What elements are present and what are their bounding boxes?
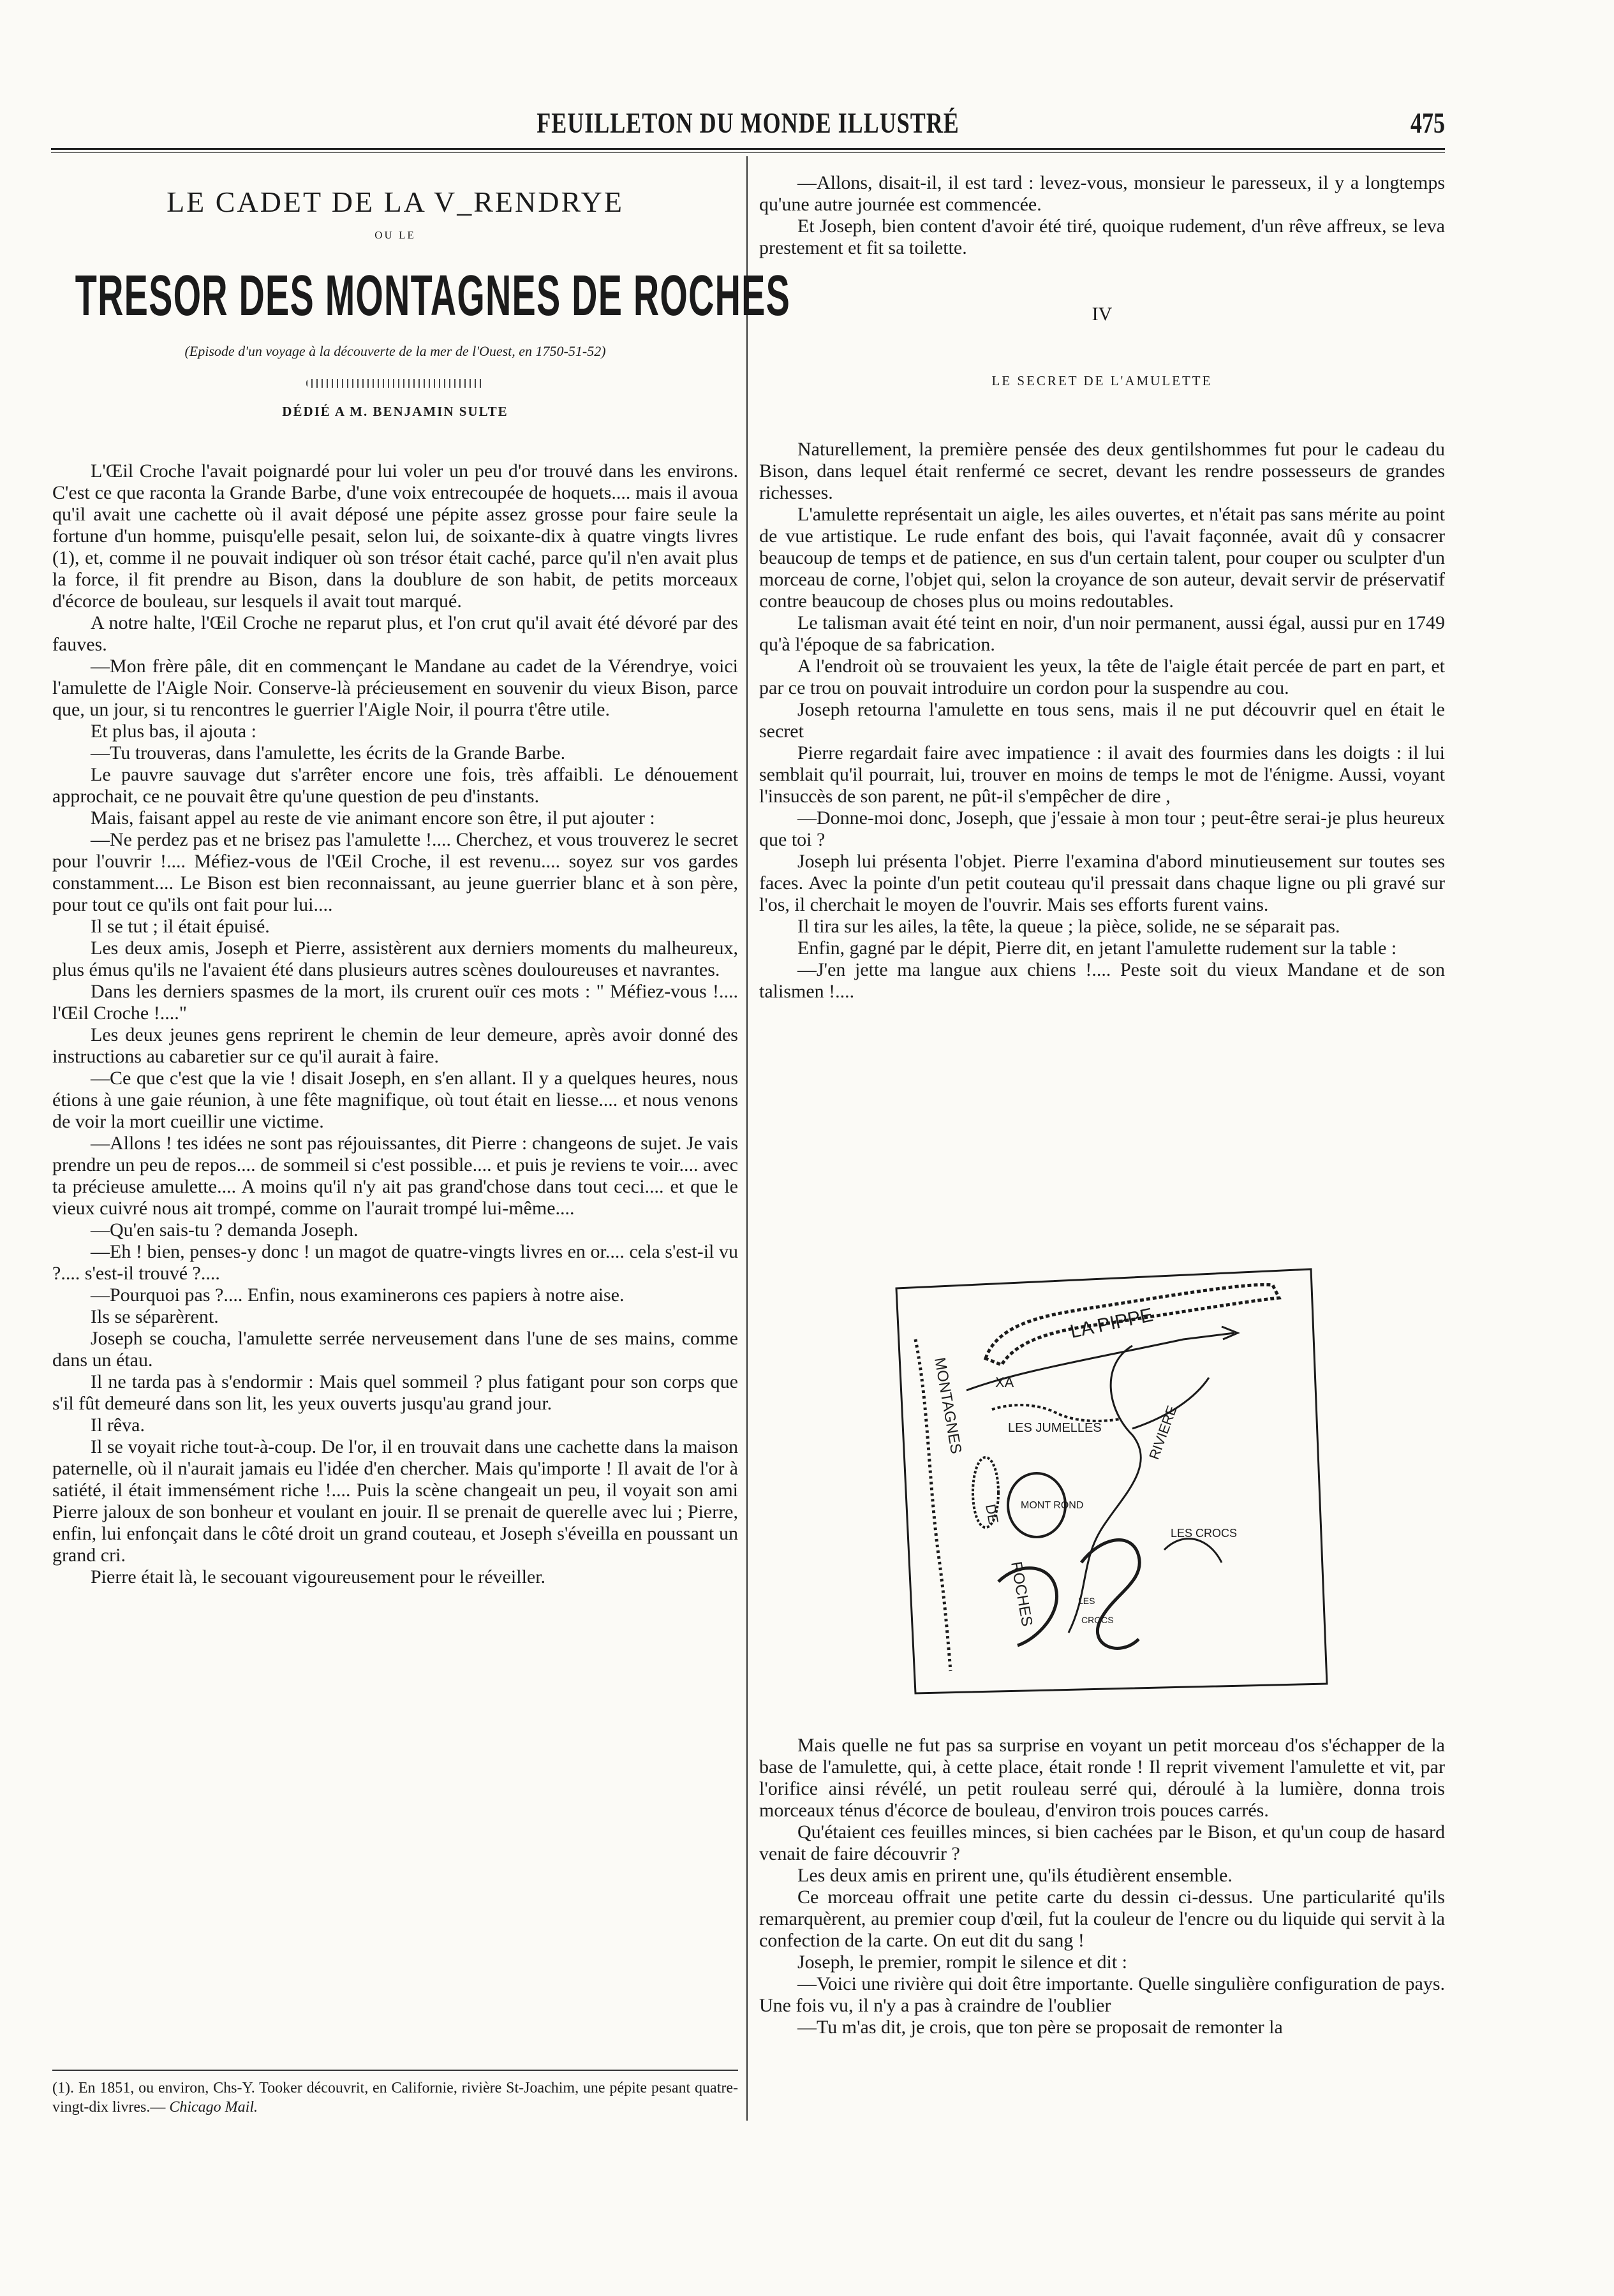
- paragraph: —Allons, disait-il, il est tard : levez-vous, monsieur le paresseux, il y a longtemps qu'une autre journée est commencée.: [759, 172, 1445, 215]
- map-label-roches: ROCHES: [1007, 1560, 1036, 1628]
- paragraph: —Pourquoi pas ?.... Enfin, nous examinerons ces papiers à notre aise.: [91, 1284, 625, 1306]
- paragraph: Les deux jeunes gens reprirent le chemin de leur demeure, après avoir donné des instructions au cabaretier sur ce qu'il aurait à faire.: [52, 1024, 738, 1067]
- map-illustration: [890, 1263, 1330, 1696]
- paragraph: Les deux amis en prirent une, qu'ils étudièrent ensemble.: [797, 1865, 1233, 1886]
- map-label-montagnes: MONTAGNES: [931, 1356, 965, 1455]
- paragraph: L'Œil Croche l'avait poignardé pour lui voler un peu d'or trouvé dans les environs. C'est ce que raconta la Grande Barbe, d'une voix entrecoupée de hoquets.... mais il avoua qu'il avait une cachette où il avait déposé une pépite assez grosse pour faire seule la fortune d'un homme, puisqu'elle pesait, selon lui, de soixante-dix à quatre vingts livres (1), et, comme il ne pouvait indiquer où son trésor était caché, parce qu'il n'en avait plus la force, il fit prendre au Bison, dans la doublure de son habit, de petits morceaux d'écorce de bouleau, sur lesquels il avait tout marqué.: [52, 460, 738, 612]
- paragraph: —Tu trouveras, dans l'amulette, les écrits de la Grande Barbe.: [91, 742, 566, 763]
- footnote: [52, 2070, 738, 2117]
- right-bottom-text: [759, 1735, 1445, 2038]
- paragraph: —Voici une rivière qui doit être importante. Quelle singulière configuration de pays. Une fois vu, il n'y a pas à craindre de l'oublier: [759, 1973, 1445, 2016]
- map-label-pipe: LA PIPPE: [1068, 1304, 1155, 1343]
- paragraph: Joseph retourna l'amulette en tous sens, mais il ne put découvrir quel en était le secret: [759, 699, 1445, 742]
- paragraph: Pierre regardait faire avec impatience : il avait des fourmies dans les doigts : il lui semblait qu'il pourrait, lui, trouver en moins de temps le mot de l'énigme. Aussi, voyant l'insuccès de son parent, ne pût-il s'empêcher de dire ,: [759, 742, 1445, 807]
- paragraph: Dans les derniers spasmes de la mort, ils crurent ouïr ces mots : " Méfiez-vous !.... l'Œil Croche !....": [52, 981, 738, 1024]
- paragraph: Naturellement, la première pensée des deux gentilshommes fut pour le cadeau du Bison, dans lequel était renfermé ce secret, devant les rendre possesseurs de grandes richesses.: [759, 439, 1445, 503]
- story-subtitle-ou-le: OU LE: [374, 229, 416, 241]
- paragraph: Enfin, gagné par le dépit, Pierre dit, en jetant l'amulette rudement sur la table :: [797, 938, 1397, 959]
- paragraph: —Allons ! tes idées ne sont pas réjouissantes, dit Pierre : changeons de sujet. Je vais prendre un peu de repos.... de sommeil si c'est possible.... et puis je reviens te voir.... avec ta précieuse amulette.... A moins qu'il n'y ait pas grand'chose dans tout ceci.... et que le vieux cuivré nous ait trompé, comme on l'aurait trompé lui-même....: [52, 1133, 738, 1219]
- story-episode: (Episode d'un voyage à la découverte de la mer de l'Ouest, en 1750-51-52): [184, 343, 606, 359]
- paragraph: —Qu'en sais-tu ? demanda Joseph.: [91, 1219, 359, 1240]
- paragraph: —Donne-moi donc, Joseph, que j'essaie à mon tour ; peut-être serai-je plus heureux que toi ?: [759, 807, 1445, 850]
- paragraph: Il se voyait riche tout-à-coup. De l'or, il en trouvait dans une cachette dans la maison paternelle, où il n'aurait jamais eu l'idée d'en chercher. Mais qu'importe ! Il avait de l'or à satiété, il était immensément riche !.... Puis la scène changeait un peu, il voyait son ami Pierre jaloux de son bonheur et voulant en jouir. Il se prenait de querelle avec lui ; Pierre, enfin, lui enfonçait dans le côté droit un grand couteau, et Joseph s'éveilla en poussant un grand cri.: [52, 1436, 738, 1566]
- map-label-riviere: RIVIERE: [1146, 1403, 1180, 1462]
- paragraph: —J'en jette ma langue aux chiens !.... Peste soit du vieux Mandane et de son talismen !....: [759, 959, 1445, 1002]
- paragraph: Le talisman avait été teint en noir, d'un noir permanent, aussi égal, aussi pur en 1749 qu'à l'époque de sa fabrication.: [759, 612, 1445, 655]
- paragraph: Ce morceau offrait une petite carte du dessin ci-dessus. Une particularité qu'ils remarquèrent, au premier coup d'œil, fut la couleur de l'encre ou du liquide qui servit à la confection de la carte. On eut dit du sang !: [759, 1887, 1445, 1951]
- map-label-crocs-2: CROCS: [1081, 1615, 1114, 1625]
- page-number: 475: [1410, 107, 1445, 139]
- map-label-jumelles: LES JUMELLES: [1008, 1421, 1102, 1435]
- map-label-de: DE: [982, 1503, 1002, 1525]
- paragraph: —Eh ! bien, penses-y donc ! un magot de quatre-vingts livres en or.... cela s'est-il vu ?.... s'est-il trouvé ?....: [52, 1241, 738, 1284]
- paragraph: A l'endroit où se trouvaient les yeux, la tête de l'aigle était percée de part en part, et par ce trou on pouvait introduire un cordon pour la suspendre au cou.: [759, 656, 1445, 698]
- paragraph: —Ce que c'est que la vie ! disait Joseph, en s'en allant. Il y a quelques heures, nous étions à une gaie réunion, à une fête magnifique, où tout était en liesse.... et nous venons de voir la mort cueillir une victime.: [52, 1068, 738, 1132]
- dedication: DÉDIÉ A M. BENJAMIN SULTE: [282, 404, 508, 419]
- map-drawing: [890, 1263, 1330, 1696]
- left-column: [52, 172, 791, 1588]
- left-body-text: [52, 460, 738, 1588]
- page-header: [51, 96, 1445, 153]
- running-title: FEUILLETON DU MONDE ILLUSTRÉ: [537, 107, 959, 139]
- header-rule: [51, 148, 1445, 153]
- map-label-xa: XA: [995, 1374, 1014, 1390]
- map-label-crocs: LES CROCS: [1171, 1527, 1238, 1540]
- paragraph: —Mon frère pâle, dit en commençant le Mandane au cadet de la Vérendrye, voici l'amulette de l'Aigle Noir. Conserve-là précieusement en souvenir du vieux Bison, parce que, un jour, si tu rencontres le guerrier l'Aigle Noir, il pourra t'être utile.: [52, 656, 738, 720]
- right-bottom-paragraphs: [759, 1735, 1445, 2038]
- paragraph: A notre halte, l'Œil Croche ne reparut plus, et l'on crut qu'il avait été dévoré par des fauves.: [52, 612, 738, 655]
- paragraph: Et plus bas, il ajouta :: [91, 721, 256, 742]
- map-label-les: LES: [1078, 1596, 1095, 1606]
- column-separator: [746, 156, 748, 2121]
- right-top-text: [759, 172, 1445, 259]
- map-label-mont-rond: MONT ROND: [1021, 1500, 1084, 1511]
- paragraph: Il tira sur les ailes, la tête, la queue ; la pièce, solide, ne se séparait pas.: [797, 916, 1340, 937]
- right-column: [759, 172, 1445, 1003]
- paragraph: Joseph se coucha, l'amulette serrée nerveusement dans l'une de ses mains, comme dans un étau.: [52, 1328, 738, 1371]
- story-main-title: TRESOR DES MONTAGNES DE ROCHES: [75, 264, 791, 328]
- right-body-text: [759, 439, 1445, 1003]
- paragraph: Il ne tarda pas à s'endormir : Mais quel sommeil ? plus fatigant pour son corps que s'il fût demeuré dans son lit, les yeux ouverts jusqu'au grand jour.: [52, 1371, 738, 1414]
- story-title: LE CADET DE LA V_RENDRYE: [167, 186, 624, 218]
- ornament-divider: [306, 379, 485, 388]
- paragraph: Mais quelle ne fut pas sa surprise en voyant un petit morceau d'os s'échapper de la base de l'amulette, qui, à cette place, était ronde ! Il reprit vivement l'amulette et vit, par l'orifice ainsi révélé, un petit rouleau serré qui, déroulé à la lumière, donna trois morceaux ténus d'écorce de bouleau, d'environ trois pouces carrés.: [759, 1735, 1445, 1821]
- paragraph: —Ne perdez pas et ne brisez pas l'amulette !.... Cherchez, et vous trouverez le secret pour l'ouvrir !.... Méfiez-vous de l'Œil Croche, il est revenu.... soyez sur vos gardes constamment.... Le Bison est bien reconnaissant, au jeune guerrier blanc et à son père, pour tout ce qu'ils ont fait pour lui....: [52, 829, 738, 915]
- paragraph: Joseph, le premier, rompit le silence et dit :: [797, 1952, 1127, 1973]
- footnote-text: (1). En 1851, ou environ, Chs-Y. Tooker découvrit, en Californie, rivière St-Joachim, une pépite pesant quatre-vingt-dix livres.—: [52, 2080, 738, 2116]
- paragraph: Ils se séparèrent.: [91, 1306, 219, 1327]
- paragraph: Il se tut ; il était épuisé.: [91, 916, 270, 937]
- paragraph: Le pauvre sauvage dut s'arrêter encore une fois, très affaibli. Le dénouement approchait, ce ne pouvait être qu'une question de peu d'instants.: [52, 764, 738, 807]
- paragraph: Les deux amis, Joseph et Pierre, assistèrent aux derniers moments du malheureux, plus émus qu'ils ne l'avaient été dans plusieurs autres scènes douloureuses et navrantes.: [52, 938, 738, 980]
- paragraph: Pierre était là, le secouant vigoureusement pour le réveiller.: [91, 1566, 546, 1587]
- paragraph: Il rêva.: [91, 1415, 145, 1436]
- paragraph: —Tu m'as dit, je crois, que ton père se proposait de remonter la: [797, 2017, 1283, 2038]
- paragraph: Mais, faisant appel au reste de vie animant encore son être, il put ajouter :: [91, 807, 655, 828]
- paragraph: L'amulette représentait un aigle, les ailes ouvertes, et n'était pas sans mérite au point de vue artistique. Le rude enfant des bois, qui l'avait façonnée, avait dû y consacrer beaucoup de temps et de patience, en sus d'un certain talent, pour couper ou sculpter d'un morceau de corne, l'objet qui, selon la croyance de son auteur, devait servir de préservatif contre beaucoup de choses plus ou moins redoutables.: [759, 504, 1445, 612]
- footnote-source: Chicago Mail.: [169, 2099, 258, 2116]
- section-number: IV: [1092, 304, 1113, 325]
- paragraph: Et Joseph, bien content d'avoir été tiré, quoique rudement, d'un rêve affreux, se leva prestement et fit sa toilette.: [759, 216, 1445, 258]
- paragraph: Joseph lui présenta l'objet. Pierre l'examina d'abord minutieusement sur toutes ses faces. Avec la pointe d'un petit couteau qu'il pressait dans chaque ligne ou pli gravé sur l'os, il cherchait le moyen de l'ouvrir. Mais ses efforts furent vains.: [759, 851, 1445, 915]
- paragraph: Qu'étaient ces feuilles minces, si bien cachées par le Bison, et qu'un coup de hasard venait de faire découvrir ?: [759, 1821, 1445, 1864]
- section-title: LE SECRET DE L'AMULETTE: [991, 373, 1213, 388]
